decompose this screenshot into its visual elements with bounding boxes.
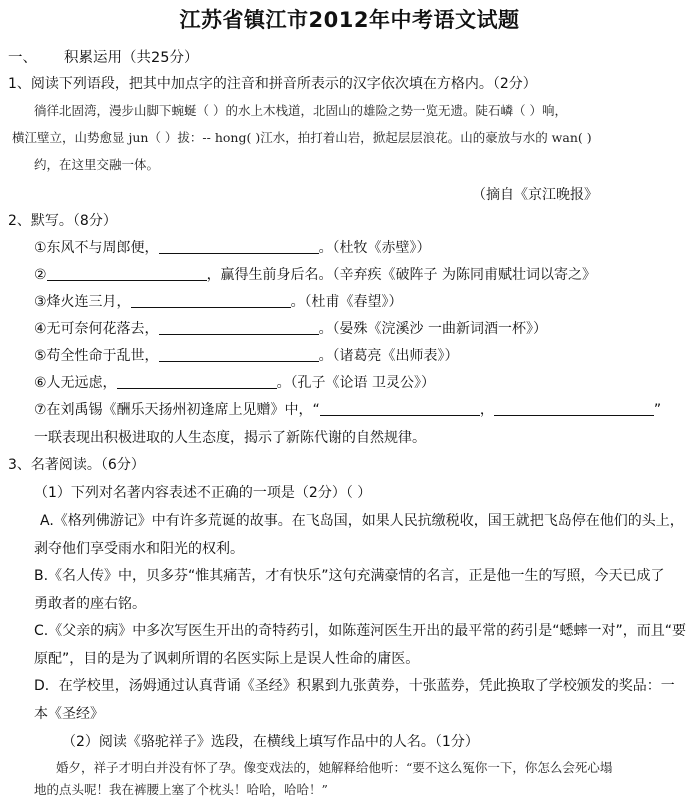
recitation-item xyxy=(34,318,547,338)
option-d: D．在学校里，汤姆通过认真背诵《圣经》积累到九张黄券，十张蓝券，凭此换取了学校颁发的奖品：一 xyxy=(34,678,675,694)
item-close-quote: ” xyxy=(653,402,662,418)
item-source: 。（诸葛亮《出师表》） xyxy=(318,348,459,364)
answer-blank[interactable] xyxy=(47,266,207,281)
item-text: ①东风不与周郎便， xyxy=(34,240,159,256)
item-source: 。（孔子《论语 卫灵公》） xyxy=(276,375,436,391)
option-a-cont: 剥夺他们享受雨水和阳光的权利。 xyxy=(34,541,244,557)
excerpt-line: 地的点头呢！我在裤腰上塞了个枕头！哈哈，哈哈！” xyxy=(34,782,328,797)
item-text: ⑤苟全性命于乱世， xyxy=(34,348,159,364)
answer-blank[interactable] xyxy=(159,347,319,362)
recitation-item-7 xyxy=(34,399,661,419)
option-a: A.《格列佛游记》中有许多荒诞的故事。在飞岛国，如果人民抗缴税收，国王就把飞岛停在他们的头上， xyxy=(40,513,684,529)
question-2-prompt: 2、默写。（8分） xyxy=(8,213,117,229)
item-text: ⑦在刘禹锡《酬乐天扬州初逢席上见赠》中，“ xyxy=(34,402,320,418)
answer-blank[interactable] xyxy=(131,293,291,308)
question-1-prompt: 1、阅读下列语段，把其中加点字的注音和拼音所表示的汉字依次填在方格内。（2分） xyxy=(8,76,537,92)
section-number: 一、 xyxy=(8,50,37,66)
recitation-item xyxy=(34,291,403,311)
subquestion-1: （1）下列对名著内容表述不正确的一项是（2分）（ ） xyxy=(34,485,372,501)
item-source: 。（杜牧《赤壁》） xyxy=(318,240,431,256)
recitation-item xyxy=(34,264,596,284)
subquestion-2: （2）阅读《骆驼祥子》选段，在横线上填写作品中的人名。（1分） xyxy=(62,734,479,750)
item-separator: ， xyxy=(479,402,494,418)
passage-line: 约，在这里交融一体。 xyxy=(34,157,160,172)
item-source: 。（杜甫《春望》） xyxy=(290,294,403,310)
question-3-prompt: 3、名著阅读。（6分） xyxy=(8,457,145,473)
option-c-cont: 原配”，目的是为了讽刺所谓的名医实际上是误人性命的庸医。 xyxy=(34,651,420,667)
answer-blank[interactable] xyxy=(159,320,319,335)
item-text: ④无可奈何花落去， xyxy=(34,321,159,337)
source-citation: （摘自《京江晚报》 xyxy=(472,187,598,203)
page-title: 江苏省镇江市2012年中考语文试题 xyxy=(179,8,520,32)
option-c: C.《父亲的病》中多次写医生开出的奇特药引，如陈莲河医生开出的最平常的药引是“蟋蟀一对”，而且“要 xyxy=(34,623,686,639)
answer-blank[interactable] xyxy=(117,374,277,389)
answer-blank[interactable] xyxy=(320,401,480,416)
answer-blank[interactable] xyxy=(159,239,319,254)
passage-line: 徜徉北固湾，漫步山脚下蜿蜒（ ）的水上木栈道，北固山的雄险之势一览无遗。陡石嶙（ ）响， xyxy=(34,103,567,118)
option-d-cont: 本《圣经》 xyxy=(34,706,104,722)
section-heading: 积累运用（共25分） xyxy=(64,50,199,66)
passage-line: 横江壁立，山势愈显 jun（ ）拔：-- hong( )江水，拍打着山岩，掀起层层浪花。山的豪放与水的 wan( ) xyxy=(12,130,592,145)
item-text: ⑥人无远虑， xyxy=(34,375,117,391)
option-b: B.《名人传》中，贝多芬“惟其痛苦，才有快乐”这句充满豪情的名言，正是他一生的写照，今天已成了 xyxy=(34,568,665,584)
item-source: ，赢得生前身后名。（辛弃疾《破阵子 为陈同甫赋壮词以寄之》 xyxy=(206,267,597,283)
answer-blank[interactable] xyxy=(494,401,654,416)
item-text: ③烽火连三月， xyxy=(34,294,131,310)
item-source: 。（晏殊《浣溪沙 一曲新词酒一杯》） xyxy=(318,321,548,337)
recitation-item xyxy=(34,372,435,392)
item-text: ② xyxy=(34,267,47,283)
excerpt-line: 婚夕，祥子才明白并没有怀了孕。像变戏法的，她解释给他听：“要不这么冤你一下，你怎么会死心塌 xyxy=(56,760,613,775)
item-7-continuation: 一联表现出积极进取的人生态度，揭示了新陈代谢的自然规律。 xyxy=(34,430,426,446)
option-b-cont: 勇敢者的座右铭。 xyxy=(34,596,146,612)
recitation-item xyxy=(34,345,459,365)
recitation-item xyxy=(34,237,431,257)
